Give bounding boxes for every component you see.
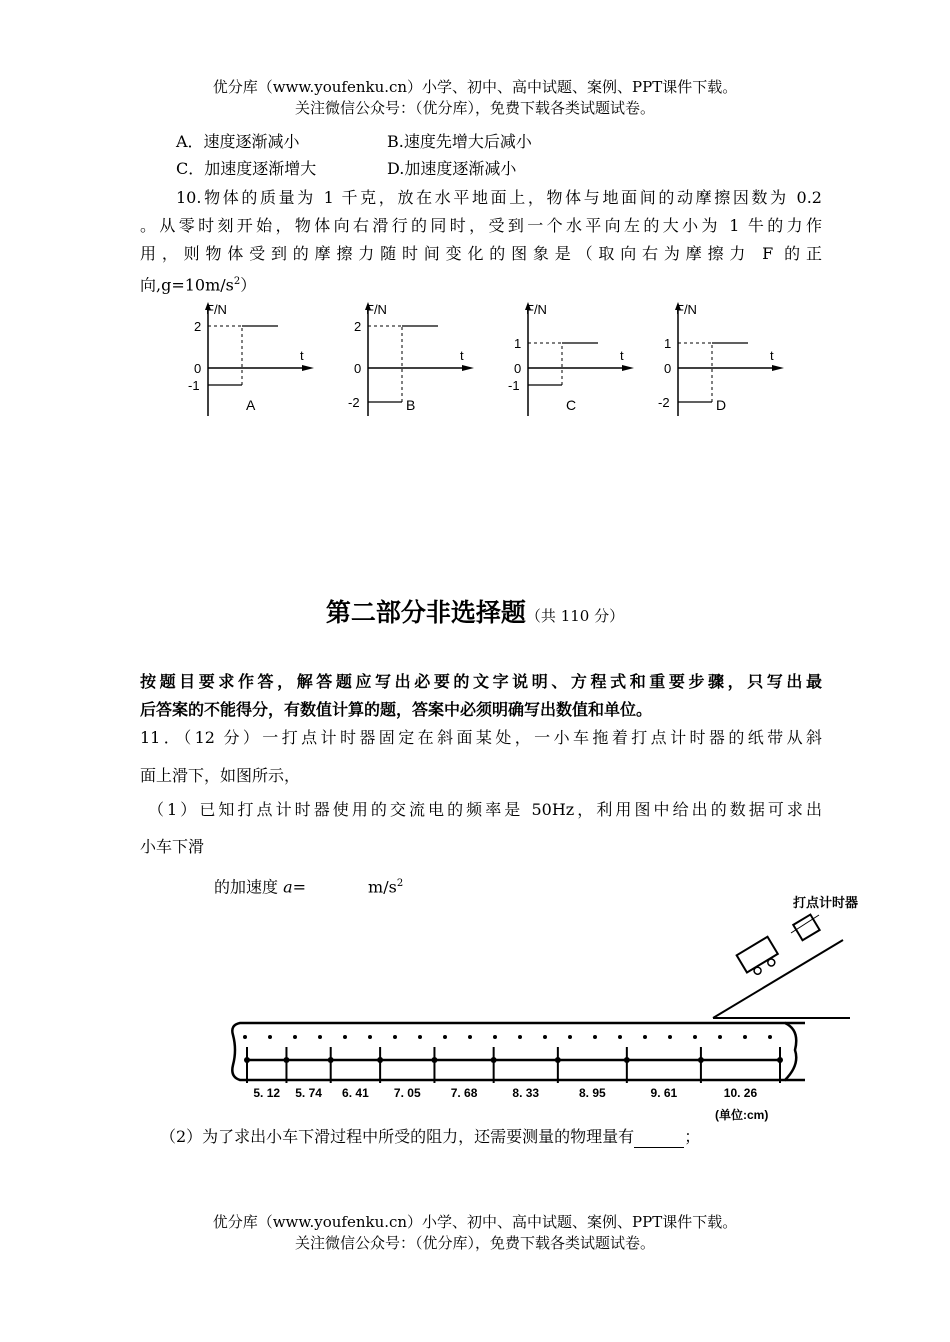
friction-graphs [180, 296, 800, 424]
tape-dot [493, 1035, 497, 1039]
footer-line-1: 优分库（www.youfenku.cn）小学、初中、高中试题、案例、PPT课件下载。 [212, 1213, 738, 1231]
option-b: B.速度先增大后减小 [387, 132, 532, 151]
measure-dot [698, 1057, 704, 1063]
q11-line-2: 面上滑下，如图所示， [140, 766, 301, 785]
graph-B [348, 302, 474, 416]
option-c: C．加速度逐渐增大 [176, 159, 317, 178]
tape-dot [593, 1035, 597, 1039]
tick-top: 2 [354, 319, 362, 334]
tick-bottom: -2 [348, 395, 360, 410]
measure-dot [491, 1057, 497, 1063]
tape-dot [368, 1035, 372, 1039]
tape-dot [718, 1035, 722, 1039]
y-axis-label: F/N [676, 302, 697, 317]
instructions-line-2: 后答案的不能得分，有数值计算的题，答案中必须明确写出数值和单位。 [140, 700, 653, 719]
answer-blank[interactable] [634, 1131, 684, 1148]
y-axis-label: F/N [206, 302, 227, 317]
tick-zero: 0 [354, 361, 362, 376]
tape-dot [768, 1035, 772, 1039]
timer [793, 915, 819, 941]
header-line-1: 优分库（www.youfenku.cn）小学、初中、高中试题、案例、PPT课件下载。 [212, 78, 738, 96]
x-axis-label: t [770, 348, 774, 363]
q11-accel-line: 的加速度 $a= m/s^2$ [214, 877, 404, 897]
q11-sub2: （2）为了求出小车下滑过程中所受的阻力，还需要测量的物理量有 ； [160, 1127, 701, 1146]
x-axis-label: t [300, 348, 304, 363]
segment-label: 7. 05 [393, 1086, 421, 1100]
tape-dot [243, 1035, 247, 1039]
footer-line-2: 关注微信公众号：（优分库），免费下载各类试题试卷。 [294, 1234, 655, 1252]
segment-label: 6. 41 [342, 1086, 369, 1100]
tick-zero: 0 [194, 361, 202, 376]
tape-dot [293, 1035, 297, 1039]
segment-label: 8. 33 [512, 1086, 540, 1100]
tape-figure [225, 885, 865, 1125]
x-axis-label: t [460, 348, 464, 363]
tape-dot [568, 1035, 572, 1039]
segment-label: 5. 12 [253, 1086, 281, 1100]
x-axis-arrow [622, 365, 634, 371]
tape-dot [668, 1035, 672, 1039]
segment-label: 9. 61 [650, 1086, 678, 1100]
q10-line-3: 用，则物体受到的摩擦力随时间变化的图象是（取向右为摩擦力 F 的正 [140, 244, 822, 263]
graph-label: C [566, 397, 577, 413]
tape-dot [743, 1035, 747, 1039]
measure-dot [777, 1057, 783, 1063]
tick-top: 2 [194, 319, 202, 334]
graph-label: A [246, 397, 256, 413]
tick-zero: 0 [664, 361, 672, 376]
tick-zero: 0 [514, 361, 522, 376]
incline-slope [713, 940, 843, 1018]
graph-label: B [406, 397, 416, 413]
graph-label: D [716, 397, 727, 413]
tape-dot [343, 1035, 347, 1039]
measure-dot [555, 1057, 561, 1063]
tick-top: 1 [664, 336, 672, 351]
instructions-line-1: 按题目要求作答，解答题应写出必要的文字说明、方程式和重要步骤，只写出最 [140, 672, 822, 691]
measure-dot [283, 1057, 289, 1063]
tick-bottom: -2 [658, 395, 670, 410]
graph-C [508, 302, 634, 416]
x-axis-arrow [772, 365, 784, 371]
tape-dot [443, 1035, 447, 1039]
tick-top: 1 [514, 336, 522, 351]
tape-dot [468, 1035, 472, 1039]
measure-dot [431, 1057, 437, 1063]
q10-line-1: 10.物体的质量为 1 千克，放在水平地面上，物体与地面间的动摩擦因数为 0.2 [176, 188, 822, 207]
unit-label: (单位:cm) [715, 1108, 769, 1122]
header-line-2: 关注微信公众号：（优分库），免费下载各类试题试卷。 [294, 99, 655, 117]
cart [737, 937, 782, 979]
option-d: D.加速度逐渐减小 [387, 159, 517, 178]
measure-dot [624, 1057, 630, 1063]
tape-dot [393, 1035, 397, 1039]
tape-dot [643, 1035, 647, 1039]
timer-label: 打点计时器 [793, 895, 859, 910]
segment-label: 10. 26 [723, 1086, 758, 1100]
q11-sub1-line-1: （1）已知打点计时器使用的交流电的频率是 50Hz，利用图中给出的数据可求出 [148, 800, 822, 819]
tape-dot [268, 1035, 272, 1039]
tape-dot [418, 1035, 422, 1039]
measure-dot [244, 1057, 250, 1063]
measure-dot [377, 1057, 383, 1063]
measure-dot [328, 1057, 334, 1063]
x-axis-arrow [302, 365, 314, 371]
x-axis-arrow [462, 365, 474, 371]
segment-label: 8. 95 [579, 1086, 606, 1100]
graph-D [658, 302, 784, 416]
tape-dot [618, 1035, 622, 1039]
graph-A [188, 302, 314, 416]
q10-line-2: 。从零时刻开始，物体向右滑行的同时，受到一个水平向左的大小为 1 牛的力作 [140, 216, 822, 235]
tick-bottom: -1 [188, 378, 200, 393]
tape-dot [518, 1035, 522, 1039]
y-axis-label: F/N [526, 302, 547, 317]
segment-label: 5. 74 [295, 1086, 322, 1100]
tick-bottom: -1 [508, 378, 520, 393]
y-axis-label: F/N [366, 302, 387, 317]
q11-sub1-line-2: 小车下滑 [140, 837, 205, 856]
tape-dot [693, 1035, 697, 1039]
part2-title: 第二部分非选择题（共 110 分） [325, 598, 625, 627]
tape-dot [543, 1035, 547, 1039]
timer-body [793, 915, 819, 941]
option-a: A．速度逐渐减小 [176, 132, 300, 151]
q10-line-4: 向$,g=10m/s^2$） [140, 275, 257, 295]
tape-dot [318, 1035, 322, 1039]
x-axis-label: t [620, 348, 624, 363]
q11-line-1: 11．（12 分）一打点计时器固定在斜面某处，一小车拖着打点计时器的纸带从斜 [140, 728, 822, 747]
segment-label: 7. 68 [450, 1086, 478, 1100]
tape-outline [232, 1023, 796, 1080]
